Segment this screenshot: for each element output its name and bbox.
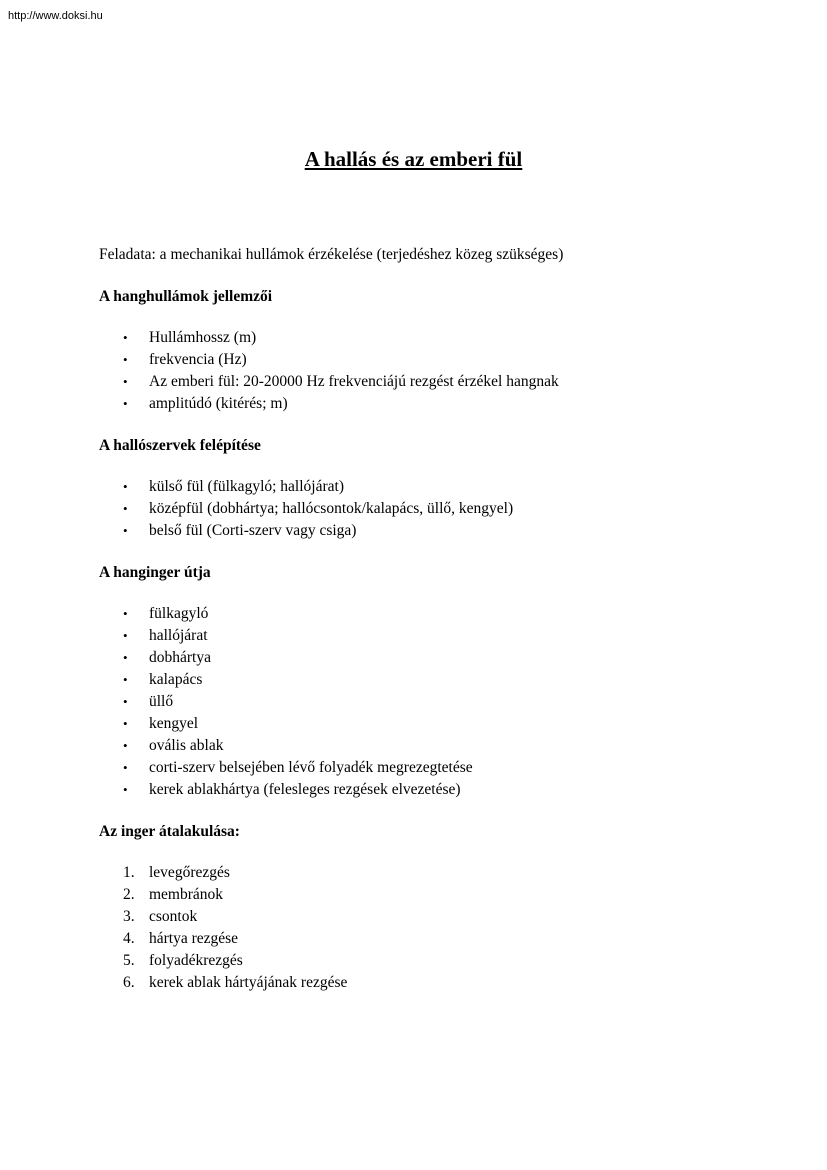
bullet-icon: • [123, 606, 128, 621]
list-item: • amplitúdó (kitérés; m) [99, 393, 759, 415]
list-item: • külső fül (fülkagyló; hallójárat) [99, 476, 759, 498]
list-item: • hallójárat [99, 625, 759, 647]
list-item: • belső fül (Corti-szerv vagy csiga) [99, 520, 759, 542]
bullet-icon: • [123, 672, 128, 687]
list-number: 3. [123, 908, 135, 925]
stimulus-path-list [99, 603, 759, 801]
bullet-icon: • [123, 330, 128, 345]
list-item: 5. folyadékrezgés [99, 950, 759, 972]
intro-paragraph: Feladata: a mechanikai hullámok érzékelése (terjedéshez közeg szükséges) [99, 246, 564, 263]
list-item: 4. hártya rezgése [99, 928, 759, 950]
bullet-icon: • [123, 523, 128, 538]
sound-wave-properties-list [99, 327, 759, 415]
bullet-icon: • [123, 396, 128, 411]
list-item: • fülkagyló [99, 603, 759, 625]
list-item: • corti-szerv belsejében lévő folyadék megrezegtetése [99, 757, 759, 779]
bullet-icon: • [123, 352, 128, 367]
document-title: A hallás és az emberi fül [304, 147, 523, 171]
list-item: • kalapács [99, 669, 759, 691]
list-item: 6. kerek ablak hártyájának rezgése [99, 972, 759, 994]
list-number: 5. [123, 952, 135, 969]
section-heading-sound-waves: A hanghullámok jellemzői [99, 288, 273, 305]
list-item: • Az emberi fül: 20-20000 Hz frekvenciájú rezgést érzékel hangnak [99, 371, 759, 393]
source-url-link[interactable]: http://www.doksi.hu [8, 10, 103, 22]
list-item: 1. levegőrezgés [99, 862, 759, 884]
list-number: 6. [123, 974, 135, 991]
bullet-icon: • [123, 782, 128, 797]
section-heading-stimulus-path: A hanginger útja [99, 564, 211, 581]
bullet-icon: • [123, 501, 128, 516]
list-item: • ovális ablak [99, 735, 759, 757]
list-number: 1. [123, 864, 135, 881]
bullet-icon: • [123, 738, 128, 753]
section-heading-stimulus-transformation: Az inger átalakulása: [99, 823, 240, 840]
list-item: • kengyel [99, 713, 759, 735]
list-item: • üllő [99, 691, 759, 713]
list-item: 3. csontok [99, 906, 759, 928]
list-item: • dobhártya [99, 647, 759, 669]
section-heading-ear-structure: A hallószervek felépítése [99, 437, 261, 454]
bullet-icon: • [123, 694, 128, 709]
stimulus-transformation-list [99, 862, 759, 994]
list-item: • kerek ablakhártya (felesleges rezgések elvezetése) [99, 779, 759, 801]
document-body [99, 244, 759, 1014]
bullet-icon: • [123, 479, 128, 494]
bullet-icon: • [123, 628, 128, 643]
bullet-icon: • [123, 716, 128, 731]
ear-structure-list [99, 476, 759, 542]
bullet-icon: • [123, 760, 128, 775]
list-item: 2. membránok [99, 884, 759, 906]
list-item: • frekvencia (Hz) [99, 349, 759, 371]
list-item: • középfül (dobhártya; hallócsontok/kalapács, üllő, kengyel) [99, 498, 759, 520]
bullet-icon: • [123, 650, 128, 665]
list-item: • Hullámhossz (m) [99, 327, 759, 349]
list-number: 4. [123, 930, 135, 947]
bullet-icon: • [123, 374, 128, 389]
list-number: 2. [123, 886, 135, 903]
